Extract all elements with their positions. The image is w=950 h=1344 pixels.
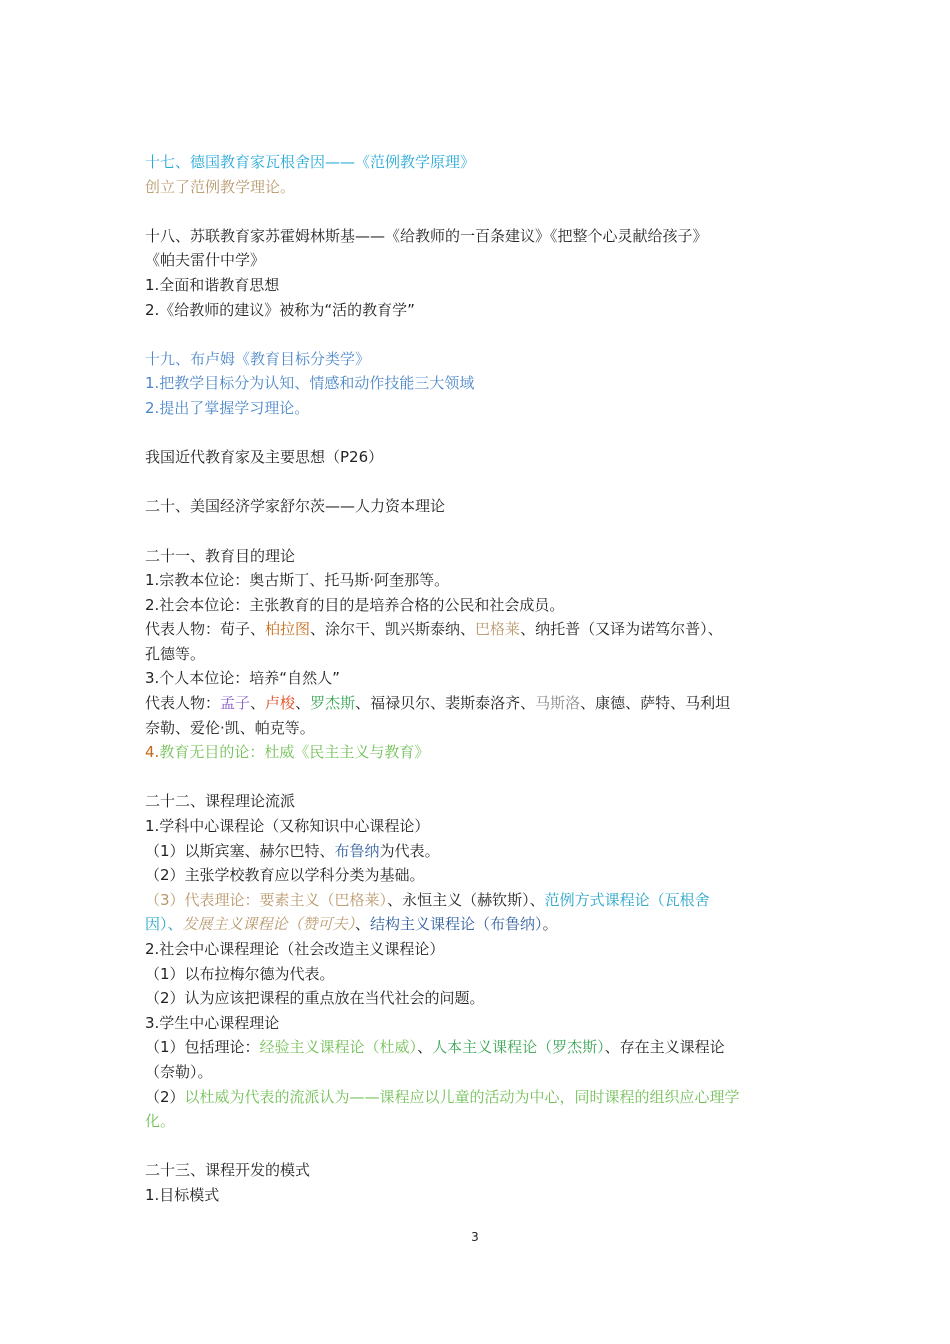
section-21-item-4: 4.教育无目的论：杜威《民主主义与教育》 bbox=[145, 743, 430, 762]
section-22-b2: （2）认为应该把课程的重点放在当代社会的问题。 bbox=[145, 989, 485, 1008]
section-20-title: 二十、美国经济学家舒尔茨——人力资本理论 bbox=[145, 497, 446, 516]
section-23-title: 二十三、课程开发的模式 bbox=[145, 1161, 311, 1180]
section-21-representatives-2-cont: 奈勒、爱伦·凯、帕克等。 bbox=[145, 718, 315, 737]
section-19-item-2: 2.提出了掌握学习理论。 bbox=[145, 398, 310, 417]
document-body bbox=[145, 150, 810, 1208]
section-22-a1: （1）以斯宾塞、赫尔巴特、布鲁纳为代表。 bbox=[145, 841, 440, 860]
section-22-c2-cont: 化。 bbox=[145, 1112, 176, 1131]
section-17-line: 创立了范例教学理论。 bbox=[145, 177, 296, 196]
section-21-title: 二十一、教育目的理论 bbox=[145, 546, 296, 565]
section-18-item-2: 2.《给教师的建议》被称为“活的教育学” bbox=[145, 300, 415, 319]
name-mencius: 孟子 bbox=[220, 694, 251, 713]
section-22-a: 1.学科中心课程论（又称知识中心课程论） bbox=[145, 817, 430, 836]
name-bagley: 巴格莱 bbox=[475, 620, 521, 639]
page-number: 3 bbox=[471, 1230, 479, 1244]
section-21-representatives-1: 代表人物：荀子、柏拉图、涂尔干、凯兴斯泰纳、巴格莱、纳托普（又译为诺笃尔普）、 bbox=[145, 620, 723, 639]
name-rogers: 罗杰斯 bbox=[310, 694, 356, 713]
section-22-a3-cont: 因）、发展主义课程论（赞可夫）、结构主义课程论（布鲁纳）。 bbox=[145, 915, 558, 934]
section-21-representatives-2: 代表人物：孟子、卢梭、罗杰斯、福禄贝尔、裴斯泰洛齐、马斯洛、康德、萨特、马利坦 bbox=[145, 694, 731, 713]
modern-educators-heading: 我国近代教育家及主要思想（P26） bbox=[145, 448, 384, 467]
name-plato: 柏拉图 bbox=[265, 620, 311, 639]
name-maslow: 马斯洛 bbox=[535, 694, 581, 713]
section-17-title: 十七、德国教育家瓦根舍因——《范例教学原理》 bbox=[145, 153, 476, 171]
section-18-title-cont: 《帕夫雷什中学》 bbox=[145, 251, 266, 270]
section-22-c1: （1）包括理论：经验主义课程论（杜威）、人本主义课程论（罗杰斯）、存在主义课程论 bbox=[145, 1038, 725, 1057]
section-22-c: 3.学生中心课程理论 bbox=[145, 1013, 280, 1032]
section-22-a3: （3）代表理论：要素主义（巴格莱）、永恒主义（赫钦斯）、范例方式课程论（瓦根舍 bbox=[145, 890, 710, 909]
section-21-item-2: 2.社会本位论：主张教育的目的是培养合格的公民和社会成员。 bbox=[145, 595, 565, 614]
name-bruner: 布鲁纳 bbox=[334, 841, 380, 860]
name-rousseau: 卢梭 bbox=[265, 694, 296, 713]
section-22-b: 2.社会中心课程理论（社会改造主义课程论） bbox=[145, 940, 445, 958]
section-21-representatives-1-cont: 孔德等。 bbox=[145, 644, 206, 663]
section-18-title: 十八、苏联教育家苏霍姆林斯基——《给教师的一百条建议》《把整个心灵献给孩子》 bbox=[145, 226, 708, 245]
section-19-title: 十九、布卢姆《教育目标分类学》 bbox=[145, 349, 371, 368]
section-19-item-1: 1.把教学目标分为认知、情感和动作技能三大领域 bbox=[145, 374, 475, 393]
section-22-c1-cont: （奈勒）。 bbox=[145, 1062, 213, 1081]
section-22-title: 二十二、课程理论流派 bbox=[145, 792, 296, 811]
section-22-a2: （2）主张学校教育应以学科分类为基础。 bbox=[145, 866, 425, 885]
section-18-item-1: 1.全面和谐教育思想 bbox=[145, 275, 280, 294]
section-21-item-3: 3.个人本位论：培养“自然人” bbox=[145, 669, 340, 688]
section-22-b1: （1）以布拉梅尔德为代表。 bbox=[145, 964, 335, 983]
section-23-item-1: 1.目标模式 bbox=[145, 1185, 220, 1204]
section-21-item-1: 1.宗教本位论：奥古斯丁、托马斯·阿奎那等。 bbox=[145, 571, 450, 590]
section-22-c2: （2）以杜威为代表的流派认为——课程应以儿童的活动为中心，同时课程的组织应心理学 bbox=[145, 1087, 740, 1106]
